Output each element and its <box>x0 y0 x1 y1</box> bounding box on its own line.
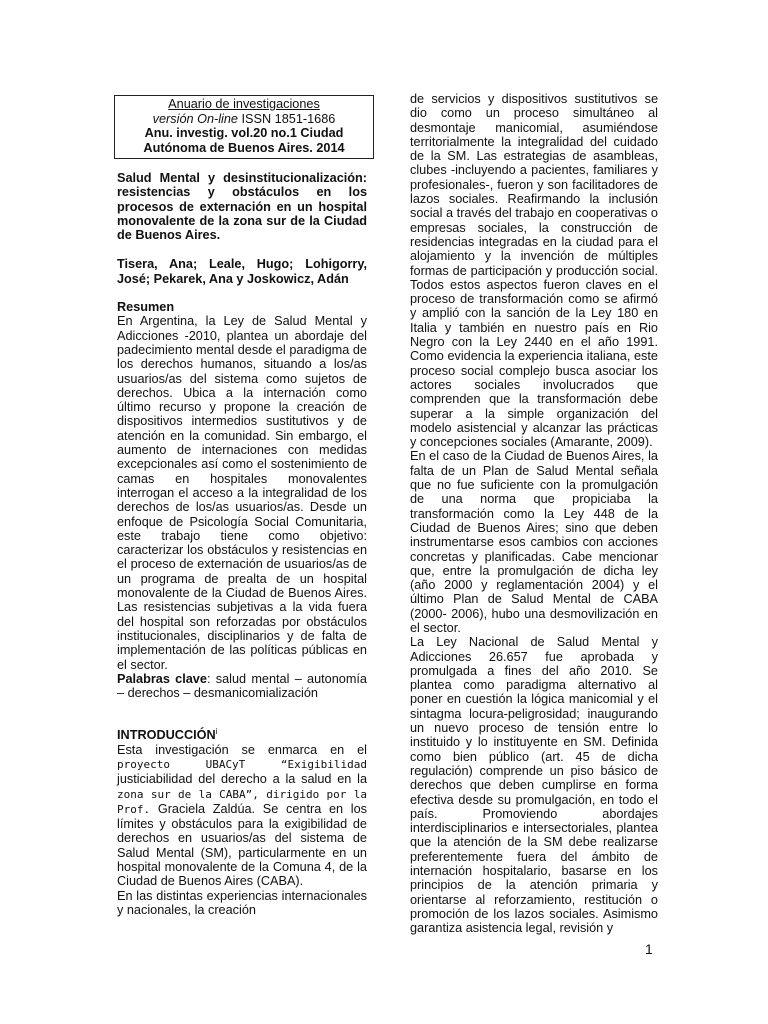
intro-paragraph-1 <box>117 743 367 889</box>
online-version-label: versión On-line <box>152 111 238 126</box>
journal-issn <box>119 112 369 127</box>
intro-p1-part-b: justiciabilidad del derecho a la salud en la <box>117 772 367 787</box>
intro-p1-mono-2: zona sur de la CABA”, dirigido por la Prof. <box>117 787 367 816</box>
footnote-marker[interactable]: i <box>215 727 218 737</box>
intro-paragraph-2: En las distintas experiencias internacionales y nacionales, la creación <box>117 888 367 917</box>
introduction-heading <box>117 728 367 742</box>
journal-volume: Anu. investig. vol.20 no.1 Ciudad <box>144 126 344 140</box>
keywords-text: : salud mental – autonomía – derechos – desmanicomialización <box>117 671 367 701</box>
right-paragraph-1: de servicios y dispositivos sustitutivos se dio como un proceso simultáneo al desmontaje manicomial, asumiéndose territorialmente la integralidad del cuidado de la SM. Las estrategias de asambleas, clubes -incluyendo a pacientes, familiares y profesionales-, fueron y son facilitadores de lazos sociales. Reafirmando la inclusión social a través del trabajo en cooperativas o empresas sociales, la construcción de residencias integradas en la ciudad para el alojamiento y la invención de múltiples formas de participación y producción social. Todos estos aspectos fueron claves en el proceso de transformación como se afirmó y amplió con la sanción de la Ley 180 en Italia y también en nuestro país en Rio Negro con la Ley 2440 en el año 1991. Como evidencia la experiencia italiana, este proceso social complejo busca asociar los actores sociales involucrados que comprenden que la transformación debe superar a la simple organización del modelo asistencial y alcanzar las prácticas y concepciones sociales (Amarante, 2009). <box>410 92 658 450</box>
keywords-label: Palabras clave <box>117 671 207 686</box>
intro-p1-part-c: Graciela Zaldúa. Se centra en los límites y obstáculos para la exigibilidad de derechos en usuarios/as del sistema de Salud Mental (SM), particularmente en un hospital monovalente de la Comuna 4, de la Ciudad de Buenos Aires (CABA). <box>117 801 367 889</box>
journal-header-box <box>114 95 374 159</box>
right-column <box>410 92 658 936</box>
abstract-heading: Resumen <box>117 300 175 315</box>
right-paragraph-3: La Ley Nacional de Salud Mental y Adicciones 26.657 fue aprobada y promulgada a fines del año 2010. Se plantea como paradigma alternativo al poner en cuestión la lógica manicomial y el sintagma locura-peligrosidad; inaugurando un nuevo proceso de tensión entre lo instituido y lo instituyente en SM. Definida como bien público (art. 45 de dicha regulación) comprende un piso básico de derechos que deben cumplirse en forma efectiva desde su promulgación, en todo el país. Promoviendo abordajes interdisciplinarios e intersectoriales, plantea que la atención de la SM debe realizarse preferentemente fuera del ámbito de internación hospitalario, basarse en los principios de la atención primaria y orientarse al reforzamiento, restitución o promoción de los lazos sociales. Asimismo garantiza asistencia legal, revisión y <box>410 635 658 936</box>
intro-p1-part-a: Esta investigación se enmarca en el <box>117 742 367 757</box>
intro-p1-mono: proyecto UBACyT “Exigibilidad <box>117 757 367 771</box>
right-paragraph-2: En el caso de la Ciudad de Buenos Aires, la falta de un Plan de Salud Mental señala que no fue suficiente con la promulgación de una norma que propiciaba la transformación como la Ley 448 de la Ciudad de Buenos Aires; sino que deben instrumentarse esos cambios con acciones concretas y planificadas. Cabe mencionar que, entre la promulgación de dicha ley (año 2000 y reglamentación 2004) y el último Plan de Salud Mental de CABA (2000- 2006), hubo una desmovilización en el sector. <box>410 449 658 635</box>
article-title: Salud Mental y desinstitucionalización: resistencias y obstáculos en los procesos de externación en un hospital monovalente de la zona sur de la Ciudad de Buenos Aires. <box>117 171 367 243</box>
keywords <box>117 672 367 701</box>
abstract-text: En Argentina, la Ley de Salud Mental y Adicciones -2010, plantea un abordaje del padecimiento mental desde el paradigma de los derechos humanos, situando a los/as usuarios/as del sistema como sujetos de derechos. Ubica a la internación como último recurso y propone la creación de dispositivos intermedios sustitutivos y de atención en la comunidad. Sin embargo, el aumento de internaciones con medidas excepcionales así como el sostenimiento de camas en hospitales monovalentes interrogan el acceso a la integralidad de los derechos de los/as usuarios/as. Desde un enfoque de Psicología Social Comunitaria, este trabajo tiene como objetivo: caracterizar los obstáculos y resistencias en el proceso de externación de usuarios/as de un programa de prealta de un hospital monovalente de la Ciudad de Buenos Aires. Las resistencias subjetivas a la vida fuera del hospital son reforzadas por obstáculos institucionales, disciplinarios y de falta de implementación de las políticas públicas en el sector. <box>117 314 367 672</box>
page-number: 1 <box>645 941 653 957</box>
article-authors: Tisera, Ana; Leale, Hugo; Lohigorry, José; Pekarek, Ana y Joskowicz, Adán <box>117 257 367 286</box>
issn-text: ISSN 1851-1686 <box>237 111 336 126</box>
left-column <box>117 92 367 917</box>
introduction-heading-text: INTRODUCCIÓN <box>117 728 216 743</box>
journal-name: Anuario de investigaciones <box>168 97 320 111</box>
journal-location: Autónoma de Buenos Aires. 2014 <box>143 140 345 155</box>
